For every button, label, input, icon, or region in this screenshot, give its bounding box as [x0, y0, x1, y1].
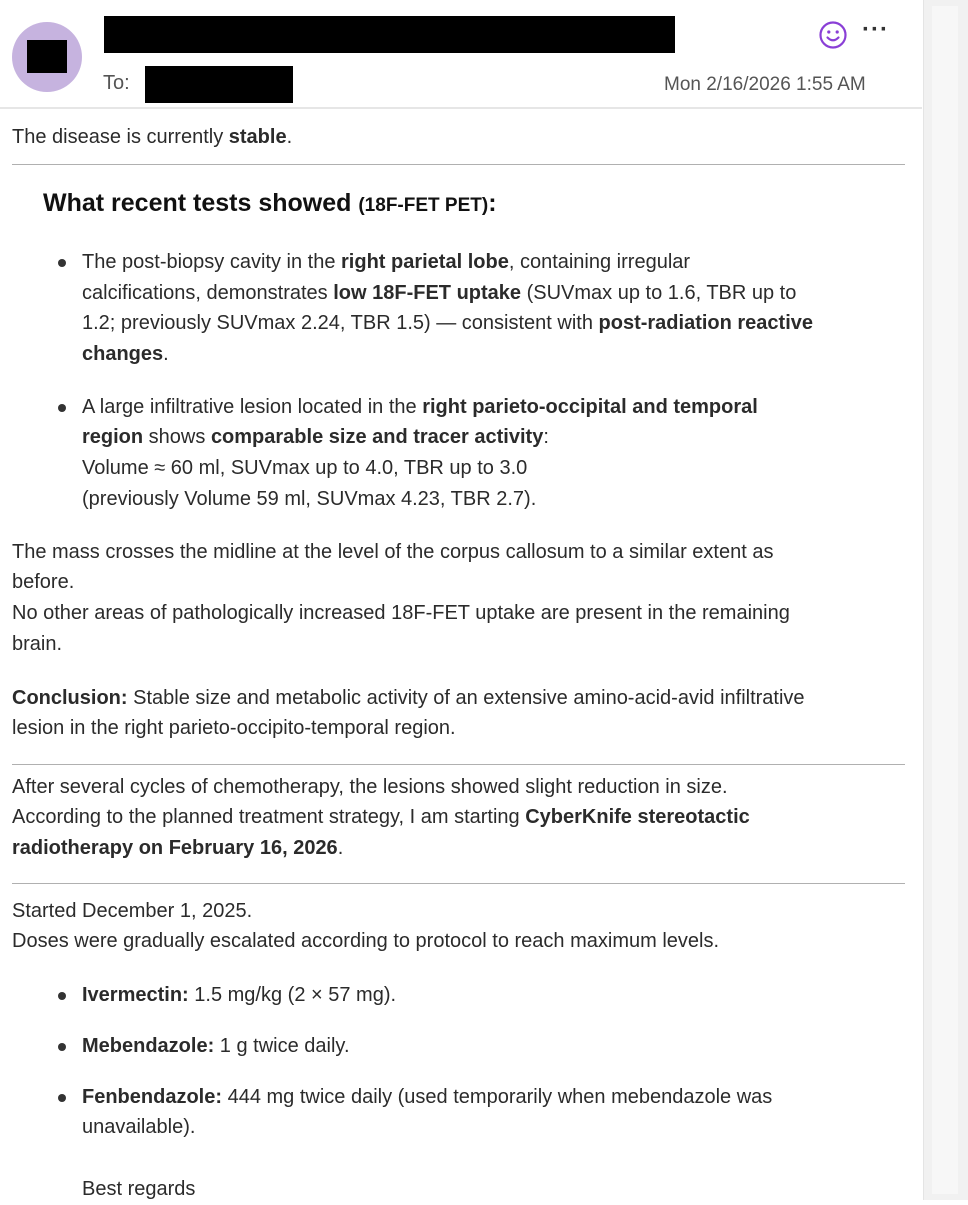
chemo-line2: According to the planned treatment strategy, I am starting CyberKnife stereotactic [12, 806, 750, 828]
to-label: To: [103, 72, 130, 94]
tests-heading: What recent tests showed (18F-FET PET): [43, 189, 497, 217]
conclusion-line1: Conclusion: Stable size and metabolic activity of an extensive amino-acid-avid infiltrative [12, 687, 805, 709]
med-item-fenbendazole-line2: unavailable). [82, 1116, 196, 1138]
med-item-mebendazole: Mebendazole: 1 g twice daily. [82, 1035, 350, 1057]
bullet-icon [58, 992, 66, 1000]
bullet-icon [58, 1043, 66, 1051]
recipient-redacted [145, 66, 293, 103]
midline-line3: No other areas of pathologically increased 18F-FET uptake are present in the remaining [12, 602, 790, 624]
bullet-icon [58, 404, 66, 412]
med-item-ivermectin: Ivermectin: 1.5 mg/kg (2 × 57 mg). [82, 984, 397, 1006]
bullet-icon [58, 259, 66, 267]
bullet2-line2: region shows comparable size and tracer activity: [82, 426, 549, 448]
redaction-box [27, 40, 67, 73]
bullet-icon [58, 1094, 66, 1102]
bullet1-line4: changes. [82, 343, 169, 365]
med-item-fenbendazole: Fenbendazole: 444 mg twice daily (used temporarily when mebendazole was [82, 1086, 773, 1108]
bullet2-line1: A large infiltrative lesion located in the right parieto-occipital and temporal [82, 396, 758, 418]
scrollbar-thumb[interactable] [932, 6, 958, 1194]
conclusion-line2: lesion in the right parieto-occipito-temporal region. [12, 717, 456, 739]
started-line2: Doses were gradually escalated according to protocol to reach maximum levels. [12, 930, 720, 952]
midline-line2: before. [12, 571, 75, 593]
divider [12, 164, 905, 165]
bullet2-line4: (previously Volume 59 ml, SUVmax 4.23, TBR 2.7). [82, 488, 537, 510]
chemo-line1: After several cycles of chemotherapy, the lesions showed slight reduction in size. [12, 776, 728, 798]
sender-name-redacted [104, 16, 675, 53]
message-date: Mon 2/16/2026 1:55 AM [664, 74, 866, 95]
closing: Best regards [82, 1178, 196, 1200]
bullet2-line3: Volume ≈ 60 ml, SUVmax up to 4.0, TBR up to 3.0 [82, 457, 528, 479]
chemo-line3: radiotherapy on February 16, 2026. [12, 837, 344, 859]
divider [12, 883, 905, 884]
bullet1-line2: calcifications, demonstrates low 18F-FET uptake (SUVmax up to 1.6, TBR up to [82, 282, 797, 304]
emoji-icon[interactable] [816, 18, 850, 52]
header-divider [0, 107, 922, 109]
more-options-icon[interactable]: ··· [862, 16, 889, 43]
bullet1-line1: The post-biopsy cavity in the right parietal lobe, containing irregular [82, 251, 691, 273]
started-line1: Started December 1, 2025. [12, 900, 253, 922]
midline-line4: brain. [12, 633, 63, 655]
midline-line1: The mass crosses the midline at the level of the corpus callosum to a similar extent as [12, 541, 774, 563]
status-line: The disease is currently stable. [12, 126, 293, 148]
bullet1-line3: 1.2; previously SUVmax 2.24, TBR 1.5) — consistent with post-radiation reactive [82, 312, 814, 334]
divider [12, 764, 905, 765]
